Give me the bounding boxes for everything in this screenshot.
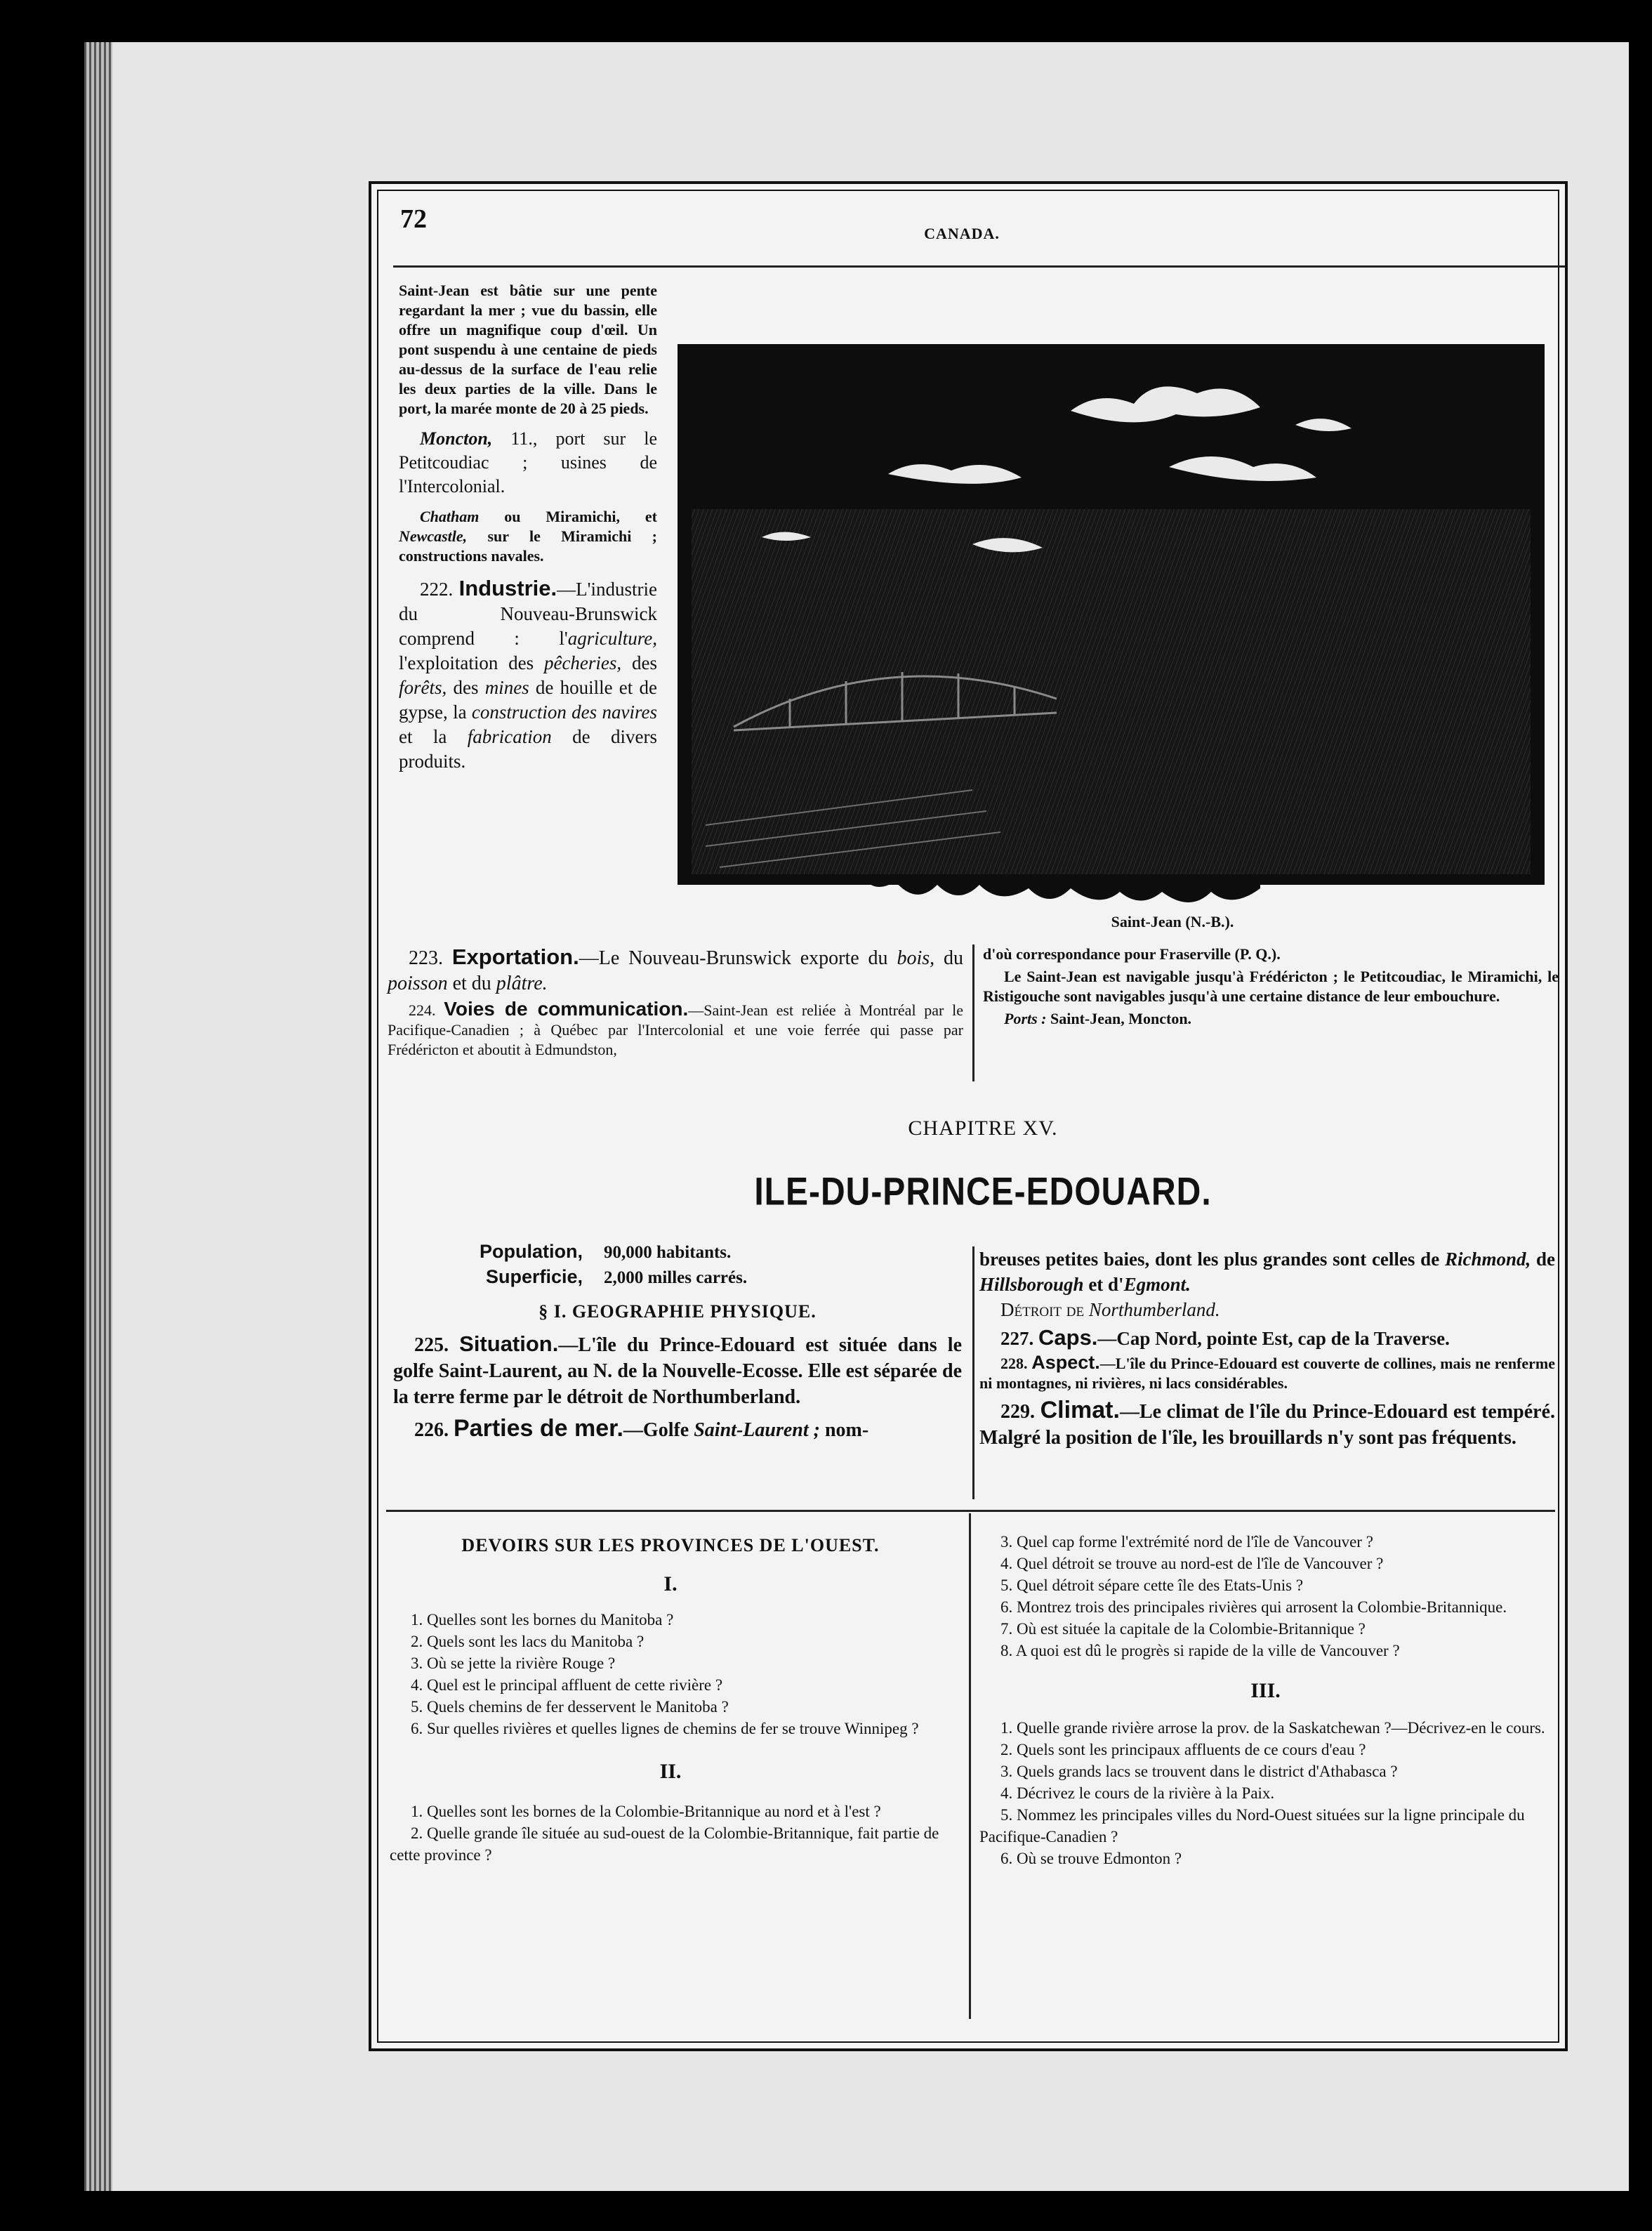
s224-text: —Saint-Jean est reliée à Montréal par le Pacifique-Canadien ; à Québec par l'Intercolonial et une voie ferrée qui passe par Frédéricton et aboutit à Edmundston,	[388, 1001, 963, 1058]
question: 4. Quel est le principal affluent de cette rivière ?	[411, 1676, 723, 1694]
section-227	[979, 1325, 1555, 1351]
s226-title: Parties de mer.	[454, 1415, 623, 1442]
baies-text-b: de	[1531, 1249, 1555, 1270]
homework-part-2: II.	[659, 1760, 682, 1783]
section-222	[399, 576, 657, 774]
s224-number: 224.	[409, 1001, 436, 1019]
question: 6. Sur quelles rivières et quelles lignes de chemins de fer se trouve Winnipeg ?	[411, 1720, 919, 1737]
s224-title: Voies de communication.	[444, 998, 689, 1020]
question: 2. Quelle grande île située au sud-ouest de la Colombie-Britannique, fait partie de cette province ?	[390, 1824, 939, 1864]
question: 3. Quels grands lacs se trouvent dans le district d'Athabasca ?	[1000, 1763, 1398, 1780]
chatham-name: Chatham	[420, 508, 480, 525]
question: 5. Quels chemins de fer desservent le Manitoba ?	[411, 1698, 729, 1716]
book-edge	[84, 42, 112, 2191]
section-225	[393, 1331, 962, 1410]
homework-top-rule	[386, 1510, 1555, 1512]
lower-right-column	[983, 945, 1559, 1029]
left-column	[399, 281, 657, 774]
question: 2. Quels sont les principaux affluents de ce cours d'eau ?	[1000, 1741, 1366, 1758]
s227-text: —Cap Nord, pointe Est, cap de la Traverse.	[1097, 1328, 1450, 1349]
s226-text-b: nom-	[819, 1419, 869, 1441]
s225-number: 225.	[414, 1334, 449, 1356]
header-rule	[393, 265, 1566, 268]
baie-richmond: Richmond,	[1444, 1249, 1531, 1270]
moncton-text: 11., port sur le Petitcoudiac ; usines de l'Intercolonial.	[399, 428, 657, 496]
chatham-mid: ou Miramichi, et	[504, 508, 657, 525]
homework-part-3: III.	[1250, 1679, 1281, 1702]
detroit-label: Détroit de	[1000, 1299, 1085, 1320]
question: 1. Quelles sont les bornes du Manitoba ?	[411, 1611, 674, 1628]
s222-forets: forêts,	[399, 677, 447, 698]
page-number: 72	[400, 204, 427, 234]
baies-paragraph	[979, 1246, 1555, 1297]
superficie-row	[393, 1265, 962, 1290]
ports-line	[983, 1009, 1559, 1029]
section-229	[979, 1397, 1555, 1451]
chapter-label: CHAPITRE XV.	[908, 1117, 1058, 1140]
section-224	[388, 999, 963, 1060]
question: 6. Montrez trois des principales rivières qui arrosent la Colombie-Britannique.	[1000, 1598, 1507, 1616]
foliage-edge	[860, 874, 1260, 902]
homework-part-1: I.	[663, 1572, 678, 1595]
section-228	[979, 1353, 1555, 1393]
homework-title: DEVOIRS SUR LES PROVINCES DE L'OUEST.	[461, 1535, 880, 1555]
question: 1. Quelle grande rivière arrose la prov. de la Saskatchewan ?—Décrivez-en le cours.	[1000, 1719, 1545, 1737]
moncton-paragraph	[399, 427, 657, 499]
homework-divider	[969, 1513, 971, 2019]
section-223	[388, 945, 963, 996]
question: 3. Quel cap forme l'extrémité nord de l'île de Vancouver ?	[1000, 1533, 1373, 1551]
question: 5. Nommez les principales villes du Nord-Ouest situées sur la ligne principale du Pacifique-Canadien ?	[979, 1806, 1525, 1845]
s223-number: 223.	[409, 947, 443, 969]
section-226	[393, 1416, 962, 1443]
s222-text-g: de divers produits.	[399, 726, 657, 772]
part2-list-right	[979, 1531, 1552, 1661]
s223-bois: bois,	[897, 947, 935, 969]
baie-hillsborough: Hillsborough	[979, 1274, 1084, 1295]
s222-fabrication: fabrication	[467, 726, 552, 747]
question: 6. Où se trouve Edmonton ?	[1000, 1850, 1182, 1867]
s223-platre: plâtre.	[496, 973, 548, 994]
s228-title: Aspect.	[1031, 1352, 1100, 1373]
question: 1. Quelles sont les bornes de la Colombie-Britannique au nord et à l'est ?	[411, 1803, 881, 1820]
s222-number: 222.	[420, 579, 454, 600]
s222-text-a: —L'industrie du Nouveau-Brunswick comprend : l'	[399, 579, 657, 649]
s223-text-c: et du	[447, 973, 496, 994]
homework-left	[390, 1534, 951, 1866]
s222-text-f: et la	[399, 726, 468, 747]
column-divider-middle	[972, 1246, 974, 1499]
newcastle-name: Newcastle,	[399, 527, 468, 545]
s223-text-a: —Le Nouveau-Brunswick exporte du	[579, 947, 897, 969]
s222-agriculture: agriculture,	[567, 628, 657, 649]
question: 7. Où est située la capitale de la Colombie-Britannique ?	[1000, 1620, 1366, 1638]
question: 2. Quels sont les lacs du Manitoba ?	[411, 1633, 645, 1650]
s222-construction: construction des navires	[471, 702, 657, 723]
s222-pecheries: pêcheries,	[543, 652, 622, 673]
question: 8. A quoi est dû le progrès si rapide de la ville de Vancouver ?	[1000, 1642, 1400, 1659]
navigable-paragraph: Le Saint-Jean est navigable jusqu'à Frédéricton ; le Petitcoudiac, le Miramichi, le Ristigouche sont navigables jusqu'à une certaine distance de leur embouchure.	[983, 968, 1559, 1005]
newcastle-text: sur le Miramichi ; constructions navales.	[399, 527, 658, 565]
question: 4. Quel détroit se trouve au nord-est de l'île de Vancouver ?	[1000, 1555, 1384, 1572]
s225-text: —L'île du Prince-Edouard est située dans le golfe Saint-Laurent, au N. de la Nouvelle-Ecosse. Elle est séparée de la terre ferme par le détroit de Northumberland.	[393, 1334, 962, 1408]
s229-number: 229.	[1000, 1401, 1035, 1423]
baies-text-a: breuses petites baies, dont les plus grandes sont celles de	[979, 1249, 1445, 1270]
ports-label: Ports :	[1004, 1010, 1047, 1027]
baies-text-c: et d'	[1083, 1274, 1124, 1295]
s228-number: 228.	[1000, 1355, 1028, 1372]
s222-mines: mines	[484, 677, 529, 698]
baie-egmont: Egmont.	[1123, 1274, 1191, 1295]
part2-list-left	[390, 1801, 951, 1866]
s228-text: —L'île du Prince-Edouard est couverte de collines, mais ne renferme ni montagnes, ni rivières, ni lacs considérables.	[979, 1355, 1556, 1392]
chatham-paragraph	[399, 507, 657, 566]
s225-title: Situation.	[459, 1331, 559, 1356]
ports-text: Saint-Jean, Moncton.	[1050, 1010, 1192, 1027]
geo-right-column	[979, 1246, 1555, 1451]
s226-saint-laurent: Saint-Laurent ;	[694, 1419, 820, 1441]
question: 4. Décrivez le cours de la rivière à la Paix.	[1000, 1784, 1275, 1802]
s222-title: Industrie.	[458, 576, 557, 600]
superficie-label: Superficie,	[485, 1266, 583, 1287]
geography-heading: § I. GEOGRAPHIE PHYSIQUE.	[538, 1301, 817, 1322]
running-head: CANADA.	[924, 225, 1000, 242]
chapter-title: ILE-DU-PRINCE-EDOUARD.	[754, 1171, 1212, 1213]
s222-text-c: des	[621, 652, 657, 673]
question: 5. Quel détroit sépare cette île des Etats-Unis ?	[1000, 1577, 1304, 1594]
s223-poisson: poisson	[388, 973, 448, 994]
detroit-name: Northumberland.	[1088, 1299, 1220, 1320]
s226-number: 226.	[414, 1419, 449, 1441]
moncton-name: Moncton,	[420, 428, 493, 449]
s227-title: Caps.	[1038, 1325, 1098, 1350]
saint-jean-illustration	[678, 334, 1545, 909]
s229-text: —Le climat de l'île du Prince-Edouard est tempéré. Malgré la position de l'île, les brouillards n'y sont pas fréquents.	[979, 1401, 1555, 1449]
s222-text-d: des	[447, 677, 485, 698]
s227-number: 227.	[1000, 1328, 1034, 1349]
lower-left-column	[388, 945, 963, 1060]
superficie-value: 2,000 milles carrés.	[604, 1268, 748, 1287]
s226-text-a: —Golfe	[623, 1419, 694, 1441]
population-label: Population,	[480, 1241, 583, 1262]
s223-text-b: du	[934, 947, 963, 969]
detroit-line	[979, 1297, 1555, 1322]
population-value: 90,000 habitants.	[604, 1243, 732, 1262]
s229-title: Climat.	[1040, 1397, 1120, 1423]
homework-right	[979, 1531, 1552, 1869]
saint-jean-paragraph: Saint-Jean est bâtie sur une pente regardant la mer ; vue du bassin, elle offre un magnifique coup d'œil. Un pont suspendu à une centaine de pieds au-dessus de la surface de l'eau relie les deux parties de la ville. Dans le port, la marée monte de 20 à 25 pieds.	[399, 282, 657, 417]
part1-list	[390, 1609, 951, 1739]
s222-text-e: de houille et de gypse, la	[399, 677, 657, 723]
stats-block	[393, 1239, 962, 1443]
fraserville-line: d'où correspondance pour Fraserville (P. Q.).	[983, 945, 1281, 963]
population-row	[393, 1239, 962, 1265]
s223-title: Exportation.	[451, 945, 579, 969]
column-divider-upper	[972, 945, 974, 1081]
part3-list	[979, 1717, 1552, 1869]
s222-text-b: l'exploitation des	[399, 652, 544, 673]
question: 3. Où se jette la rivière Rouge ?	[411, 1654, 616, 1672]
illustration-caption: Saint-Jean (N.-B.).	[1111, 913, 1234, 930]
